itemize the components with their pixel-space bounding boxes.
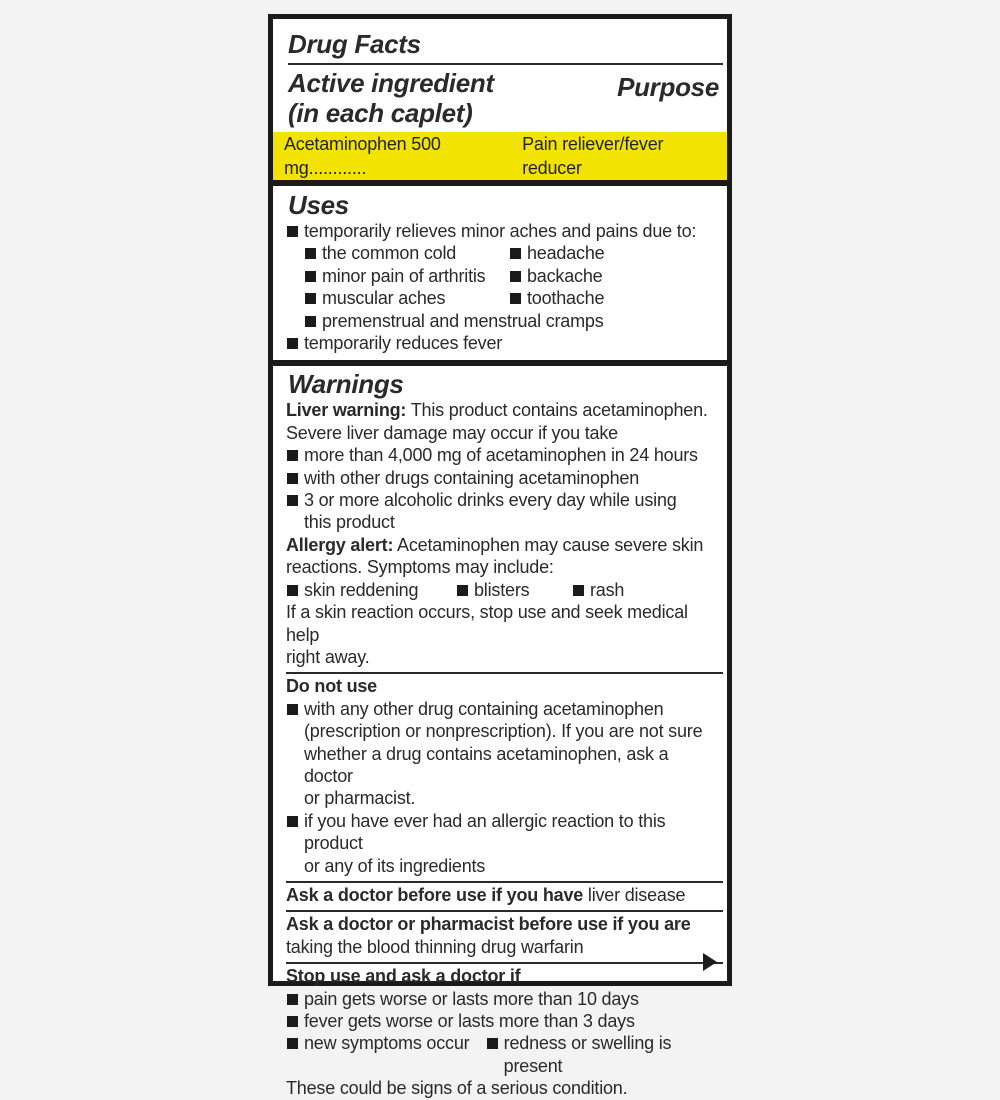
warnings-section bbox=[273, 366, 727, 668]
uses-fever: temporarily reduces fever bbox=[286, 332, 719, 354]
liver-warning-text-2: Severe liver damage may occur if you take bbox=[286, 422, 618, 443]
liver-item-cont: this product bbox=[304, 512, 395, 533]
active-ingredient-row bbox=[273, 132, 727, 180]
do-not-use-item-cont: whether a drug contains acetaminophen, ask a doctor bbox=[304, 743, 669, 786]
ask-doctor bbox=[273, 883, 727, 906]
uses-item: the common cold bbox=[304, 242, 509, 264]
symptom-item: rash bbox=[572, 579, 624, 601]
stop-use-item: fever gets worse or lasts more than 3 days bbox=[286, 1010, 719, 1032]
active-heading-line1: Active ingredient bbox=[288, 68, 494, 98]
do-not-use-section bbox=[273, 674, 727, 877]
ask-pharmacist-text: taking the blood thinning drug warfarin bbox=[286, 936, 584, 957]
allergy-alert-label: Allergy alert: bbox=[286, 534, 394, 555]
ask-doctor-label: Ask a doctor before use if you have bbox=[286, 884, 584, 905]
uses-intro: temporarily relieves minor aches and pains due to: bbox=[286, 220, 719, 242]
ask-doctor-text: liver disease bbox=[583, 884, 686, 905]
liver-warning-text: This product contains acetaminophen. bbox=[406, 400, 708, 421]
liver-item: with other drugs containing acetaminophen bbox=[286, 467, 719, 489]
stop-use-section bbox=[273, 964, 727, 1099]
active-ingredient-header bbox=[273, 65, 727, 128]
do-not-use-item-cont: or pharmacist. bbox=[304, 788, 416, 809]
purpose-heading: Purpose bbox=[617, 72, 719, 102]
liver-warning bbox=[286, 399, 719, 421]
stop-use-item: pain gets worse or lasts more than 10 days bbox=[286, 988, 719, 1010]
skin-reaction-text-2: right away. bbox=[286, 646, 370, 667]
allergy-alert-text: Acetaminophen may cause severe skin bbox=[393, 534, 704, 555]
do-not-use-item-cont: (prescription or nonprescription). If you are not sure bbox=[304, 721, 703, 742]
title-block bbox=[273, 19, 727, 59]
continue-arrow-icon bbox=[703, 953, 717, 971]
allergy-alert bbox=[286, 534, 719, 556]
liver-item: more than 4,000 mg of acetaminophen in 24 hours bbox=[286, 444, 719, 466]
liver-warning-label: Liver warning: bbox=[286, 400, 407, 421]
ask-pharmacist bbox=[273, 912, 727, 958]
stop-use-item: redness or swelling is present bbox=[486, 1032, 719, 1077]
stop-use-heading: Stop use and ask a doctor if bbox=[286, 966, 521, 987]
uses-section bbox=[273, 186, 727, 354]
active-heading-line2: (in each caplet) bbox=[288, 98, 473, 128]
active-ingredient-heading bbox=[288, 68, 494, 128]
uses-item: backache bbox=[509, 265, 604, 287]
do-not-use-item: with any other drug containing acetaminophen bbox=[286, 698, 719, 720]
do-not-use-item-cont: or any of its ingredients bbox=[304, 855, 486, 876]
do-not-use-item: if you have ever had an allergic reaction to this product bbox=[286, 810, 719, 855]
stop-use-item: new symptoms occur bbox=[286, 1032, 486, 1077]
liver-item: 3 or more alcoholic drinks every day while using bbox=[286, 489, 719, 511]
symptoms-row bbox=[286, 579, 719, 601]
uses-item: muscular aches bbox=[304, 287, 509, 309]
ingredient-purpose: Pain reliever/fever reducer bbox=[522, 134, 664, 178]
stop-use-row bbox=[286, 1032, 719, 1077]
do-not-use-heading: Do not use bbox=[286, 676, 377, 697]
uses-col1 bbox=[304, 242, 509, 309]
allergy-alert-text-2: reactions. Symptoms may include: bbox=[286, 557, 554, 578]
skin-reaction-text: If a skin reaction occurs, stop use and seek medical help bbox=[286, 602, 688, 645]
uses-item: premenstrual and menstrual cramps bbox=[304, 310, 719, 332]
uses-item: minor pain of arthritis bbox=[304, 265, 509, 287]
uses-grid bbox=[304, 242, 719, 309]
warnings-heading: Warnings bbox=[288, 369, 404, 400]
ask-pharmacist-label: Ask a doctor or pharmacist before use if you are bbox=[286, 914, 691, 935]
drug-facts-panel bbox=[268, 14, 732, 1099]
symptom-item: skin reddening bbox=[286, 579, 456, 601]
stop-use-footer: These could be signs of a serious condition. bbox=[286, 1078, 628, 1099]
page-title: Drug Facts bbox=[288, 29, 421, 59]
uses-heading: Uses bbox=[288, 190, 349, 220]
symptom-item: blisters bbox=[456, 579, 572, 601]
uses-item: toothache bbox=[509, 287, 604, 309]
uses-item: headache bbox=[509, 242, 604, 264]
ingredient-name: Acetaminophen 500 mg............ bbox=[284, 134, 441, 178]
uses-col2 bbox=[509, 242, 604, 309]
